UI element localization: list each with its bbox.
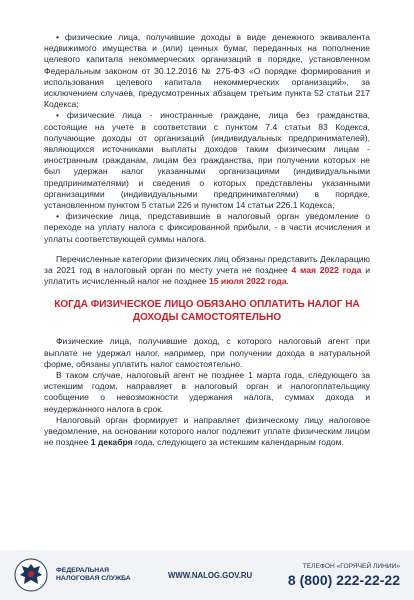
org-name: ФЕДЕРАЛЬНАЯ НАЛОГОВАЯ СЛУЖБА	[56, 566, 131, 582]
eagle-emblem-icon	[14, 558, 48, 592]
paragraph-deadlines: Перечисленные категории физических лиц обязаны представить Декларацию за 2021 год в налоговый орган по месту учета не позднее 4 мая 2022 года и уплатить исчисленный налог не позднее 15 июля 2022 года.	[44, 253, 370, 287]
paragraph-tax-agent: В таком случае, налоговый агент не позднее 1 марта года, следующего за истекшим годом, направляет в налоговый орган и налогоплательщику сообщение о невозможности удержания налога, суммах дохода и неудержанного налога в срок.	[44, 370, 370, 414]
paragraph-endowment-income: • физические лица, получившие доходы в виде денежного эквивалента недвижимого имущества и (или) ценных бумаг, переданных на пополнение целевого капитала некоммерческих организаций в порядке, установленном Федеральным законом от 30.12.2016 № 275-ФЗ «О порядке формирования и использования целевого капитала некоммерческих организаций», за исключением случаев, предусмотренных абзацем третьим пункта 52 статьи 217 Кодекса;	[44, 32, 370, 110]
footer-bar	[0, 550, 414, 600]
hotline-block	[288, 563, 400, 588]
declaration-deadline: 4 мая 2022 года	[291, 265, 362, 276]
section-heading: КОГДА ФИЗИЧЕСКОЕ ЛИЦО ОБЯЗАНО ОПЛАТИТЬ НАЛОГ НА ДОХОДЫ САМОСТОЯТЕЛЬНО	[54, 299, 360, 323]
paragraph-fixed-profit: • физические лица, представившие в налоговый орган уведомление о переходе на уплату налога с фиксированной прибыли, - в части исчисления и уплаты соответствующей суммы налога.	[44, 211, 370, 244]
hotline-label: ТЕЛЕФОН «ГОРЯЧЕЙ ЛИНИИ»	[302, 562, 400, 570]
paragraph-self-payment: Физические лица, получившие доход, с которого налоговый агент при выплате не удержал налог, например, при получении дохода в натуральной форме, обязаны уплатить налог самостоятельно.	[44, 336, 370, 369]
website-link[interactable]: WWW.NALOG.GOV.RU	[168, 570, 253, 580]
paragraph-tax-notice: Налоговый орган формирует и направляет физическому лицу налоговое уведомление, на основании которого налог подлежит уплате физическим лицом не позднее 1 декабря года, следующего за истекшим календарным годом.	[44, 414, 370, 448]
document-body	[44, 32, 370, 449]
payment-deadline: 15 июля 2022 года	[208, 276, 287, 287]
paragraph-foreign-citizens: • физические лица - иностранные граждане, лица без гражданства, состоящие на учете в соответствии с пунктом 7.4 статьи 83 Кодекса, получающие доходы от организаций (индивидуальных предпринимателей), являющихся источниками выплаты доходов таким физическим лицам - иностранным гражданам, лицам без гражданства, при получении которых не был удержан налог указанными организациями (индивидуальными предпринимателями) и сведения о которых представлены указанными организациями (индивидуальными предпринимателями) в порядке, установленном пунктом 5 статьи 226 и пунктом 14 статьи 226.1 Кодекса;	[44, 110, 370, 211]
notice-deadline: 1 декабря	[90, 437, 133, 448]
hotline-phone[interactable]: 8 (800) 222-22-22	[287, 571, 400, 588]
